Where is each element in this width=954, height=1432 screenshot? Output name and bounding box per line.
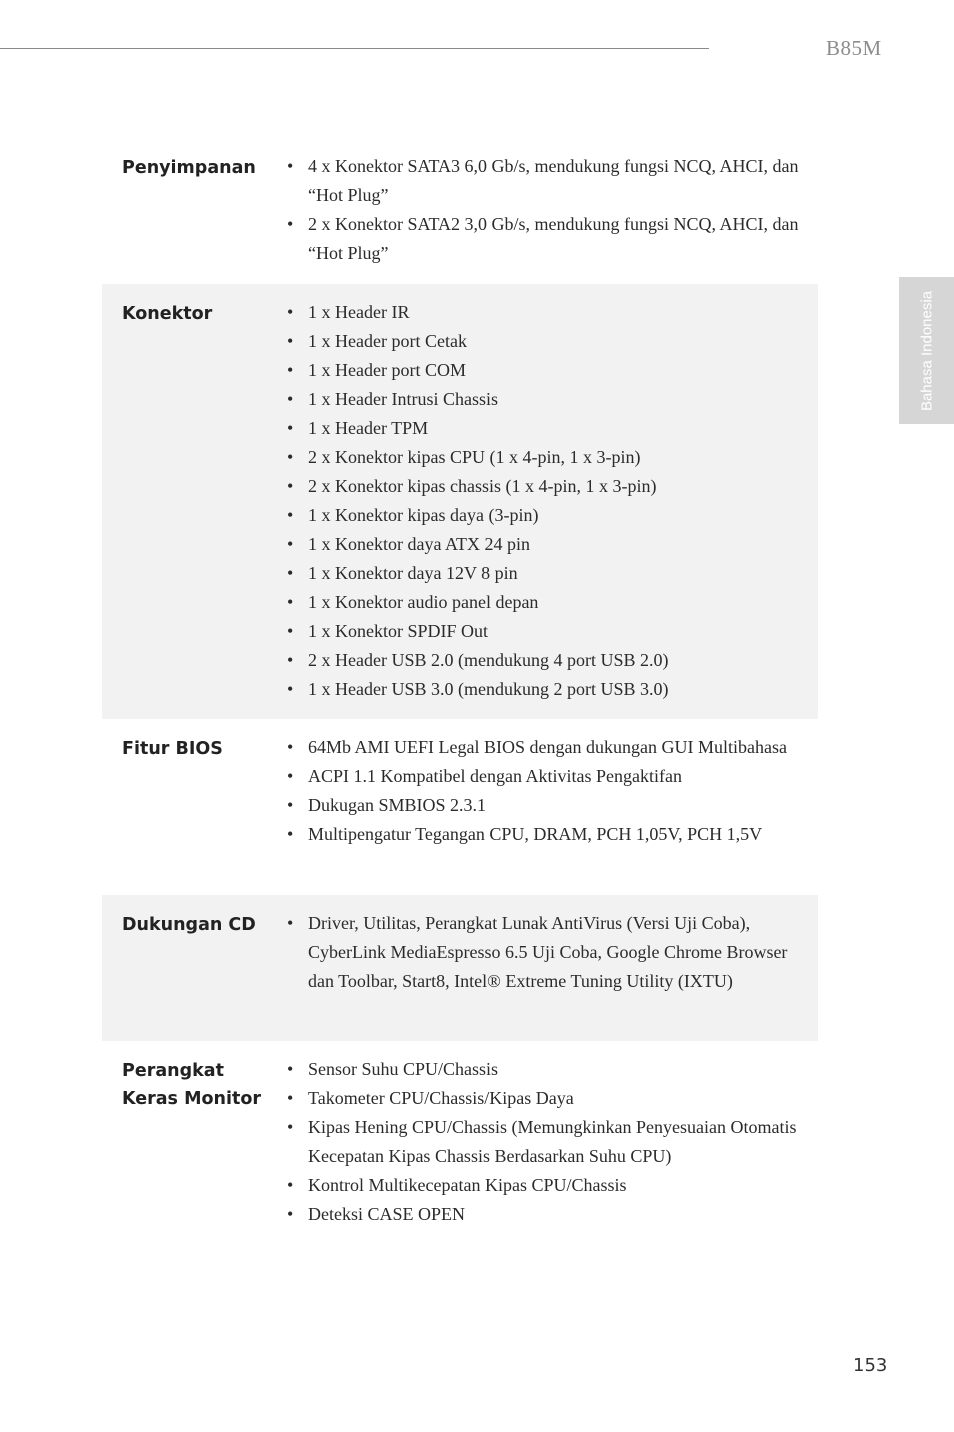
language-side-tab-label: Bahasa Indonesia (918, 290, 935, 411)
spec-item: • 1 x Header TPM (287, 414, 807, 443)
spec-item: • Sensor Suhu CPU/Chassis (287, 1055, 807, 1084)
spec-item: • 1 x Konektor SPDIF Out (287, 617, 807, 646)
spec-row-cd-support (102, 895, 818, 1041)
spec-item: • 2 x Konektor SATA2 3,0 Gb/s, mendukung fungsi NCQ, AHCI, dan “Hot Plug” (287, 210, 807, 268)
spec-item: • Dukugan SMBIOS 2.3.1 (287, 791, 807, 820)
spec-item: • 1 x Konektor daya ATX 24 pin (287, 530, 807, 559)
language-side-tab (899, 277, 954, 424)
spec-label: Dukungan CD (122, 915, 256, 935)
spec-item: • 1 x Header Intrusi Chassis (287, 385, 807, 414)
header-rule (0, 48, 709, 49)
spec-label: Perangkat Keras Monitor (122, 1061, 261, 1109)
spec-list (287, 909, 807, 996)
spec-item: • Kontrol Multikecepatan Kipas CPU/Chassis (287, 1171, 807, 1200)
spec-item: • 1 x Header port Cetak (287, 327, 807, 356)
spec-row-bios (102, 719, 818, 895)
spec-label: Fitur BIOS (122, 739, 223, 759)
spec-item: • 4 x Konektor SATA3 6,0 Gb/s, mendukung fungsi NCQ, AHCI, dan “Hot Plug” (287, 152, 807, 210)
spec-list (287, 298, 807, 704)
page-number: 153 (853, 1355, 888, 1376)
spec-item: • 1 x Header port COM (287, 356, 807, 385)
spec-item: • 2 x Header USB 2.0 (mendukung 4 port USB 2.0) (287, 646, 807, 675)
spec-item: • 1 x Konektor daya 12V 8 pin (287, 559, 807, 588)
spec-label: Konektor (122, 304, 213, 324)
spec-row-hardware-monitor (102, 1041, 818, 1241)
spec-list (287, 733, 807, 849)
spec-item: • Takometer CPU/Chassis/Kipas Daya (287, 1084, 807, 1113)
spec-label: Penyimpanan (122, 158, 256, 178)
spec-item: • 2 x Konektor kipas CPU (1 x 4-pin, 1 x 3-pin) (287, 443, 807, 472)
spec-list (287, 152, 807, 268)
spec-item: • 1 x Konektor audio panel depan (287, 588, 807, 617)
spec-row-storage (102, 140, 818, 284)
spec-table (102, 140, 818, 1241)
spec-item: • Multipengatur Tegangan CPU, DRAM, PCH 1,05V, PCH 1,5V (287, 820, 807, 849)
spec-item: • 1 x Konektor kipas daya (3-pin) (287, 501, 807, 530)
spec-item: • 1 x Header IR (287, 298, 807, 327)
spec-item: • 2 x Konektor kipas chassis (1 x 4-pin, 1 x 3-pin) (287, 472, 807, 501)
spec-item: • Deteksi CASE OPEN (287, 1200, 807, 1229)
model-name: B85M (826, 36, 882, 60)
spec-item: • Kipas Hening CPU/Chassis (Memungkinkan Penyesuaian Otomatis Kecepatan Kipas Chassis Berdasarkan Suhu CPU) (287, 1113, 807, 1171)
spec-item: • 1 x Header USB 3.0 (mendukung 2 port USB 3.0) (287, 675, 807, 704)
spec-row-connectors (102, 284, 818, 719)
spec-item: • 64Mb AMI UEFI Legal BIOS dengan dukungan GUI Multibahasa (287, 733, 807, 762)
spec-item: • ACPI 1.1 Kompatibel dengan Aktivitas Pengaktifan (287, 762, 807, 791)
spec-list (287, 1055, 807, 1229)
spec-item: • Driver, Utilitas, Perangkat Lunak AntiVirus (Versi Uji Coba), CyberLink MediaEspresso 6.5 Uji Coba, Google Chrome Browser dan Toolbar, Start8, Intel® Extreme Tuning Utility (IXTU) (287, 909, 807, 996)
